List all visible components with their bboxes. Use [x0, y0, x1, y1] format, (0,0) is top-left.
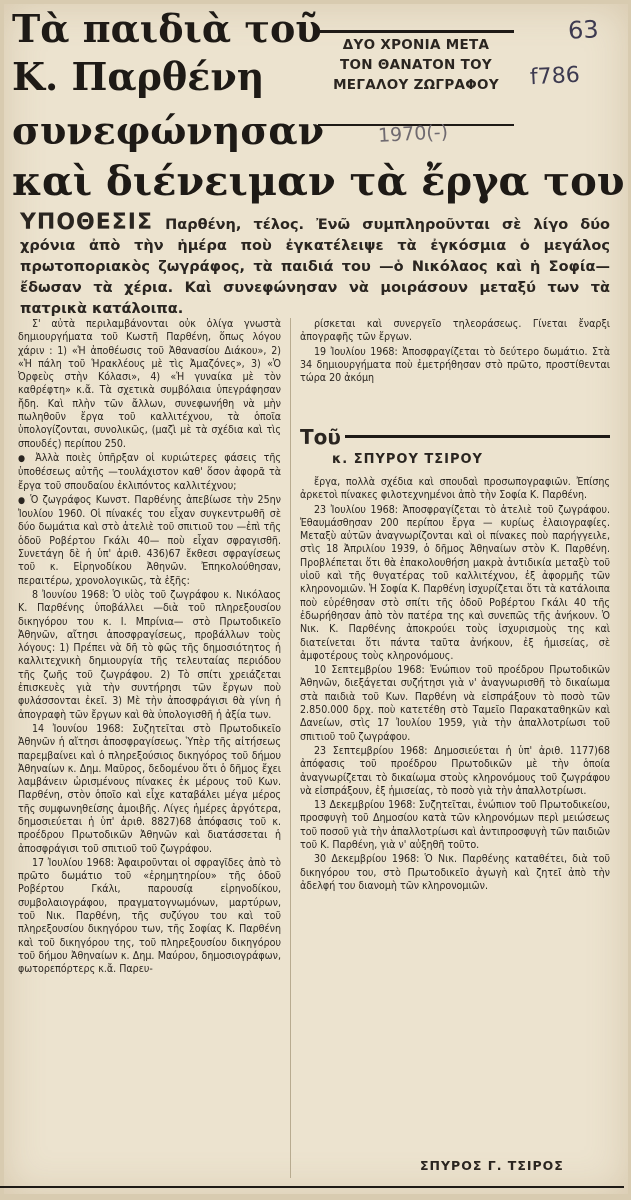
article-paragraph: 13 Δεκεμβρίου 1968: Συζητεῖται, ἐνώπιον τοῦ Πρωτοδικείου, προσφυγὴ τοῦ Δημοσίου κατὰ τῶν κληρονόμων περὶ μειώσεως τοῦ ποσοῦ γιὰ τὴν ἀπαλλοτρίωσι καὶ ἀντιπροσφυγὴ τῶν παιδιῶν τοῦ Κ. Παρθένη, γιὰ ν' αὐξηθῆ τοῦτο. — [300, 799, 610, 852]
article-column-right-main — [300, 476, 610, 894]
handwritten-code: f786 — [529, 62, 581, 91]
article-paragraph: 17 Ἰουλίου 1968: Ἀφαιροῦνται οἱ σφραγῖδες ἀπὸ τὸ πρῶτο δωμάτιο τοῦ «ἐρημητηρίου» τῆς ὁδοῦ Ροβέρτου Γκάλι, παρουσίᾳ εἰρηνοδίκου, συμβολαιογράφου, πραγματογνωμόνων, μαρτύρων, τοῦ Νικ. Παρθένη, τῆς συζύγου του καὶ τοῦ πληρεξουσίου δικηγόρου των, τῆς Σοφίας Κ. Παρθένη καὶ τοῦ δικηγόρου της, τοῦ πληρεξουσίου δικηγόρου τοῦ δήμου Ἀθηναίων κ. Δημ. Μαύρου, δημοσιογράφων, φωτορεπόρτερς κ.ἄ. Παρευ- — [18, 856, 281, 976]
handwritten-number: 63 — [567, 15, 600, 45]
article-paragraph: 23 Ἰουλίου 1968: Ἀποσφραγίζεται τὸ ἀτελιὲ τοῦ ζωγράφου. Ἐθαυμάσθησαν 200 περίπου ἔργα — κυρίως ἐλαιογραφίες. Μεταξὺ αὐτῶν ἀναγνωρίζονται καὶ οἱ πίνακες ποὺ παρήγγειλε, στὶς 18 Ἀπριλίου 1939, ὁ δῆμος Ἀθηναίων στὸν Κ. Παρθένη. Προβλέπεται ὅτι θὰ ἐπακολουθήση μακρὰ ἀντιδικία μεταξὺ τοῦ υἱοῦ καὶ τῆς θυγατέρας τοῦ καλλιτέχνου, ἐξ ἀφορμῆς τῶν κληρονομιῶν. Ἡ Σοφία Κ. Παρθένη ἰσχυρίζεται ὅτι τὰ κατάλοιπα ποὺ εὑρέθησαν στὸ σπίτι τῆς ὁδοῦ Ροβέρτου Γκάλι 40 τῆς ἐδωρήθησαν ἀπὸ τὸν πατέρα της καὶ συνεπῶς τῆς ἀνήκουν. Ὁ Νικ. Κ. Παρθένης ἀποκρούει τοὺς ἰσχυρισμοὺς της καὶ διατείνεται ὅτι πάντα ταῦτα ἀνήκουν, ἐξ ἡμισείας, σὲ ἀμφοτέρους τοὺς κληρονόμους. — [300, 503, 610, 662]
article-paragraph: 23 Σεπτεμβρίου 1968: Δημοσιεύεται ἡ ὑπ' ἀριθ. 1177)68 ἀπόφασις τοῦ προέδρου Πρωτοδικῶν μὲ τὴν ὁποία ἀναγνωρίζεται τὸ δικαίωμα στοὺς κληρονόμους τοῦ ζωγράφου νὰ εἰσπράξουν, ἐξ ἡμισείας, τὸ ποσὸ γιὰ τὴν ἀπαλλοτρίωσι. — [300, 744, 610, 797]
headline-line-3: συνεφώνησαν — [12, 108, 325, 153]
kicker-box — [318, 30, 514, 95]
article-column-right-top — [300, 318, 610, 386]
byline-rule — [345, 435, 610, 438]
article-paragraph: 8 Ἰουνίου 1968: Ὁ υἱὸς τοῦ ζωγράφου κ. Νικόλαος Κ. Παρθένης ὑποβάλλει —διὰ τοῦ πληρεξουσίου δικηγόρου του κ. Ι. Μπρίνια— στὸ Πρωτοδικεῖο Ἀθηνῶν, αἴτησι ἀποσφραγίσεως, προβάλλων τοὺς λόγους: 1) Πρέπει νὰ δῆ τὸ φῶς τῆς δημοσιότητος ἡ καλλιτεχνικὴ δημιουργία τῆς τελευταίας περιόδου τῆς ζωῆς τοῦ ζωγράφου. 2) Τὸ σπίτι χρειάζεται ἐπισκευὲς γιὰ τὴν συντήρησι τῶν ἔργων ποὺ φυλάσσονται ἐκεῖ. 3) Μὲ τὴν ἀποσφράγισι θὰ γίνη ἡ ἀπογραφὴ τῶν ἔργων καὶ θὰ ὑπολογισθῆ ἡ ἀξία των. — [18, 588, 281, 721]
lead-cap: ΥΠΟΘΕΣΙΣ — [20, 210, 154, 235]
author-signature: ΣΠΥΡΟΣ Γ. ΤΣΙΡΟΣ — [420, 1158, 564, 1173]
article-paragraph: 30 Δεκεμβρίου 1968: Ὁ Νικ. Παρθένης καταθέτει, διὰ τοῦ δικηγόρου του, στὸ Πρωτοδικεῖο ἀγωγὴ καὶ ζητεῖ ἀπὸ τὴν ἀδελφή του διανομὴ τῶν κληρονομιῶν. — [300, 853, 610, 892]
column-divider — [290, 318, 291, 1178]
headline-line-4: καὶ διένειμαν τὰ ἔργα του — [12, 158, 625, 205]
article-paragraph: Σ' αὐτὰ περιλαμβάνονται οὐκ ὀλίγα γνωστὰ δημιουργήματα τοῦ Κωστῆ Παρθένη, ὅπως λόγου χάριν : 1) «Ἡ ἀποθέωσις τοῦ Ἀθανασίου Διάκου», 2) «Ἡ πάλη τοῦ Ἡρακλέους μὲ τὶς Ἀμαζόνες», 3) «Ὁ Ὀρφεὺς στὴν Κόλασι», 4) «Ἡ γυναίκα μὲ τὸν καθρέφτη» κ.ἄ. Τὰ σχετικὰ συμβόλαια ὑπεγράφησαν ἤδη. Καὶ πλὴν τῶν ἄλλων, συνεφωνήθη νὰ μὴν πωληθοῦν ἔργα τοῦ καλλιτέχνου, τὰ ὁποῖα ὑπολογίζονται, συνολικῶς, (μαζὶ μὲ τὰ σχέδια καὶ τὶς σπουδές) περίπου 250. — [18, 318, 281, 450]
kicker-line-3: ΜΕΓΑΛΟΥ ΖΩΓΡΑΦΟΥ — [333, 77, 499, 93]
byline-author: κ. ΣΠΥΡΟΥ ΤΣΙΡΟΥ — [332, 452, 483, 467]
kicker-line-1: ΔΥΟ ΧΡΟΝΙΑ ΜΕΤΑ — [342, 37, 490, 53]
article-paragraph: 10 Σεπτεμβρίου 1968: Ἐνώπιον τοῦ προέδρου Πρωτοδικῶν Ἀθηνῶν, διεξάγεται συζήτησι γιὰ ν' ἀναγνωρισθῆ τὸ δικαίωμα στὰ παιδιὰ τοῦ Κων. Παρθένη νὰ εἰσπράξουν τὸ ποσὸ τῶν 2.850.000 δρχ. ποὺ κατετέθη στὸ Ταμεῖο Παρακαταθηκῶν καὶ Δανείων, στὶς 17 Ἰουλίου 1959, γιὰ τὴν ἀπαλλοτρίωσι τοῦ σπιτιοῦ τοῦ ζωγράφου. — [300, 664, 610, 743]
article-paragraph: 19 Ἰουλίου 1968: Ἀποσφραγίζεται τὸ δεύτερο δωμάτιο. Στὰ 34 δημιουργήματα ποὺ ἐμετρήθησαν στὸ πρῶτο, προστίθενται τώρα 20 ἀκόμη — [300, 345, 610, 385]
kicker-line-2: ΤΟΝ ΘΑΝΑΤΟΝ ΤΟΥ — [340, 57, 492, 73]
lead-text: Παρθένη, τέλος. Ἐνῶ συμπληροῦνται σὲ λίγο δύο χρόνια ἀπὸ τὴν ἡμέρα ποὺ ἐγκατέλειψε τὰ ἐγκόσμια ὁ μεγάλος πρωτοποριακὸς ζωγράφος, τὰ παιδιά του —ὁ Νικόλαος καὶ ἡ Σοφία— ἔδωσαν τὰ χέρια. Καὶ συνεφώνησαν νὰ μοιράσουν μεταξύ των τὰ πατρικὰ κατάλοιπα. — [20, 217, 610, 317]
article-column-left — [18, 318, 281, 978]
bottom-rule — [0, 1186, 624, 1188]
article-paragraph: ● Ἀλλὰ ποιὲς ὑπῆρξαν οἱ κυριώτερες φάσεις τῆς ὑποθέσεως αὐτῆς —τουλάχιστον καθ' ὅσον ἀφορᾶ τὰ ἔργα τοῦ σπουδαίου ἐκλιπόντος καλλιτέχνου; — [18, 452, 281, 493]
article-paragraph: ρίσκεται καὶ συνεργεῖο τηλεοράσεως. Γίνεται ἔναρξι ἀπογραφῆς τῶν ἔργων. — [300, 318, 610, 344]
article-paragraph: ἔργα, πολλὰ σχέδια καὶ σπουδαὶ προσωπογραφιῶν. Ἐπίσης ἀρκετοὶ πίνακες φιλοτεχνημένοι ἀπὸ τὴν Σοφία Κ. Παρθένη. — [300, 476, 610, 502]
headline-line-1: Τὰ παιδιὰ τοῦ — [12, 6, 322, 51]
article-paragraph: ● Ὁ ζωγράφος Κωνστ. Παρθένης ἀπεβίωσε τὴν 25ην Ἰουλίου 1960. Οἱ πίνακές του εἶχαν συγκεντρωθῆ σὲ δύο δωμάτια καὶ στὸ ἀτελιὲ τοῦ σπιτιοῦ του —ἐπὶ τῆς ὁδοῦ Ροβέρτου Γκάλι 40— ποὺ εἶχαν σφραγισθῆ. Συνετάγη δὲ ἡ ὑπ' ἀριθ. 436)67 ἔκθεσι σφραγίσεως τοῦ κ. Εἰρηνοδίκου Ἀθηνῶν. Ἐπηκολούθησαν, περαιτέρω, χρονολογικῶς, τὰ ἑξῆς: — [18, 494, 281, 588]
headline-line-2: Κ. Παρθένη — [12, 54, 265, 99]
byline-label: Τοῦ — [300, 425, 341, 449]
handwritten-date: 1970(-) — [377, 121, 449, 147]
lead-paragraph — [20, 212, 610, 320]
article-paragraph: 14 Ἰουνίου 1968: Συζητεῖται στὸ Πρωτοδικεῖο Ἀθηνῶν ἡ αἴτησι ἀποσφραγίσεως. Ὑπὲρ τῆς αἰτήσεως παρεμβαίνει καὶ ὁ πληρεξούσιος δικηγόρος τοῦ δήμου Ἀθηναίων κ. Δημ. Μαῦρος, δεδομένου ὅτι ὁ δῆμος ἔχει λαμβάνειν ὡρισμένους πίνακες ἐκ μέρους τοῦ Κων. Παρθένη, στὸν ὁποῖο καὶ εἶχε καταβάλει μέγα μέρος τῆς συμφωνηθείσης ἀμοιβῆς. Λίγες ἡμέρες ἀργότερα, δημοσιεύεται ἡ ὑπ' ἀριθ. 8827)68 ἀπόφασις τοῦ κ. προέδρου Πρωτοδικῶν Ἀθηνῶν καὶ διατάσσεται ἡ ἀποσφράγισι τοῦ σπιτιοῦ τοῦ ζωγράφου. — [18, 722, 281, 855]
